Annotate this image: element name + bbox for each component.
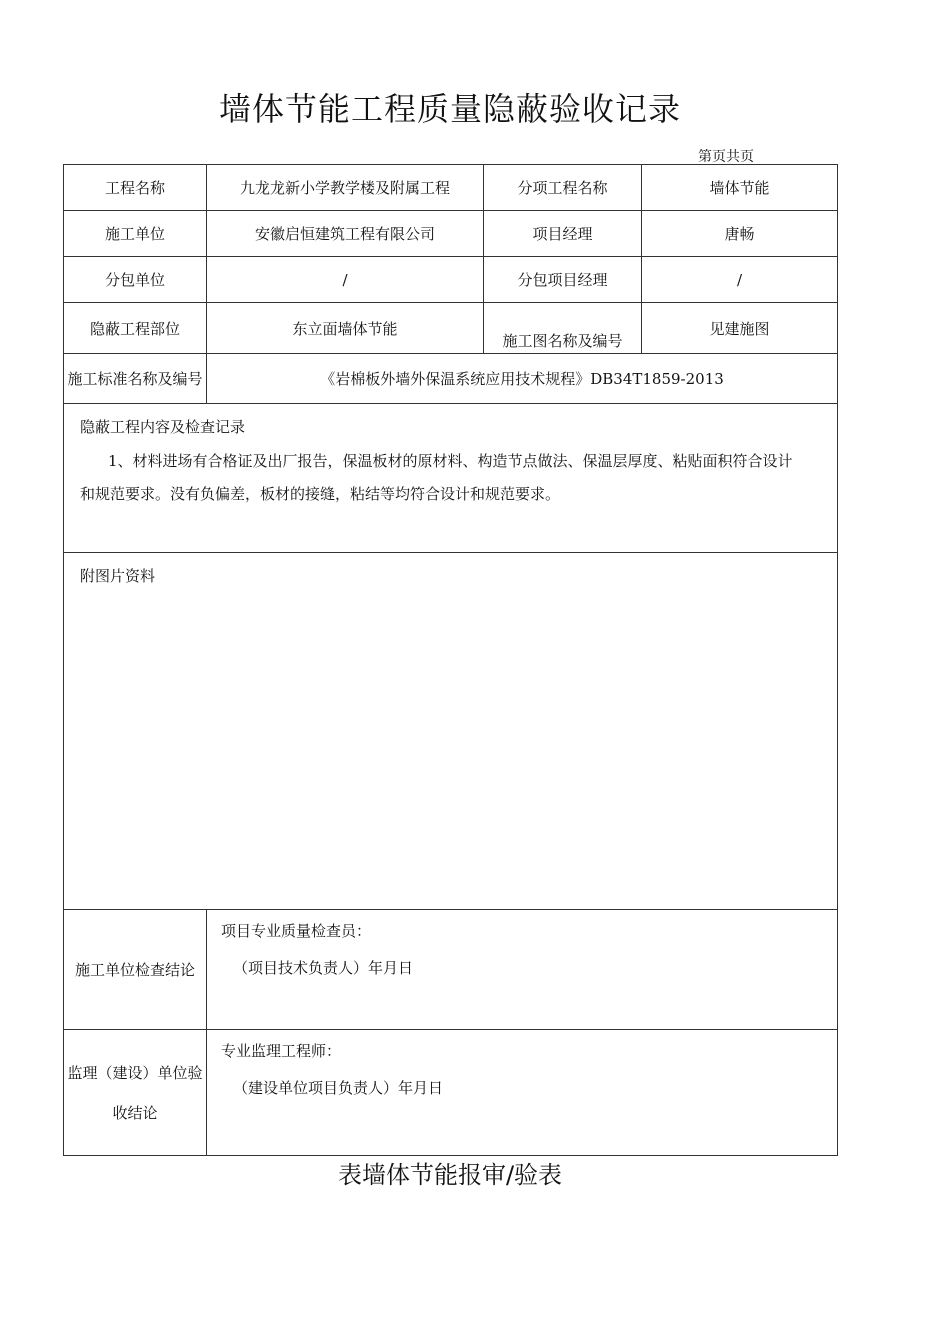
contractor-tech-lead-line: （项目技术负责人）年月日 (233, 959, 414, 977)
hidden-part-label: 隐蔽工程部位 (64, 303, 207, 354)
acceptance-form (63, 164, 838, 1156)
content-cell (64, 404, 838, 553)
row-contractor-check (64, 910, 838, 1030)
sub-pm-label: 分包项目经理 (484, 257, 642, 303)
standard-value: 《岩棉板外墙外保温系统应用技术规程》DB34T1859-2013 (207, 354, 838, 404)
project-name-label: 工程名称 (64, 165, 207, 211)
contractor-check-cell (207, 910, 838, 1030)
standard-label: 施工标准名称及编号 (64, 354, 207, 404)
row-project-name (64, 165, 838, 211)
supervisor-engineer-line: 专业监理工程师： (221, 1042, 342, 1060)
subcontractor-value: / (207, 257, 484, 303)
photos-cell (64, 553, 838, 910)
drawing-value: 见建施图 (642, 303, 838, 354)
sub-project-label: 分项工程名称 (484, 165, 642, 211)
drawing-label: 施工图名称及编号 (484, 303, 642, 354)
photos-label: 附图片资料 (80, 567, 156, 585)
project-name-value: 九龙龙新小学教学楼及附属工程 (207, 165, 484, 211)
page-title: 墙体节能工程质量隐蔽验收记录 (218, 90, 681, 128)
contractor-label: 施工单位 (64, 211, 207, 257)
page-info: 第页共页 (698, 149, 754, 165)
content-heading: 隐蔽工程内容及检查记录 (80, 418, 246, 436)
project-manager-label: 项目经理 (484, 211, 642, 257)
content-paragraph-1: 1、材料进场有合格证及出厂报告，保温板材的原材料、构造节点做法、保温层厚度、粘贴面积符合设计 (108, 452, 793, 470)
contractor-value: 安徽启恒建筑工程有限公司 (207, 211, 484, 257)
supervisor-check-label: 监理（建设）单位验收结论 (64, 1030, 207, 1156)
row-contractor (64, 211, 838, 257)
footer-title: 表墙体节能报审/验表 (337, 1161, 563, 1189)
row-supervisor-check (64, 1030, 838, 1156)
row-hidden-part (64, 303, 838, 354)
sub-pm-value: / (642, 257, 838, 303)
row-standard (64, 354, 838, 404)
sub-project-value: 墙体节能 (642, 165, 838, 211)
contractor-inspector-line: 项目专业质量检查员： (221, 922, 372, 940)
row-content (64, 404, 838, 553)
contractor-check-label: 施工单位检查结论 (64, 910, 207, 1030)
row-photos (64, 553, 838, 910)
owner-lead-line: （建设单位项目负责人）年月日 (233, 1079, 444, 1097)
project-manager-value: 唐畅 (642, 211, 838, 257)
content-paragraph-2: 和规范要求。没有负偏差，板材的接缝，粘结等均符合设计和规范要求。 (80, 485, 561, 503)
supervisor-check-cell (207, 1030, 838, 1156)
subcontractor-label: 分包单位 (64, 257, 207, 303)
row-subcontractor (64, 257, 838, 303)
hidden-part-value: 东立面墙体节能 (207, 303, 484, 354)
